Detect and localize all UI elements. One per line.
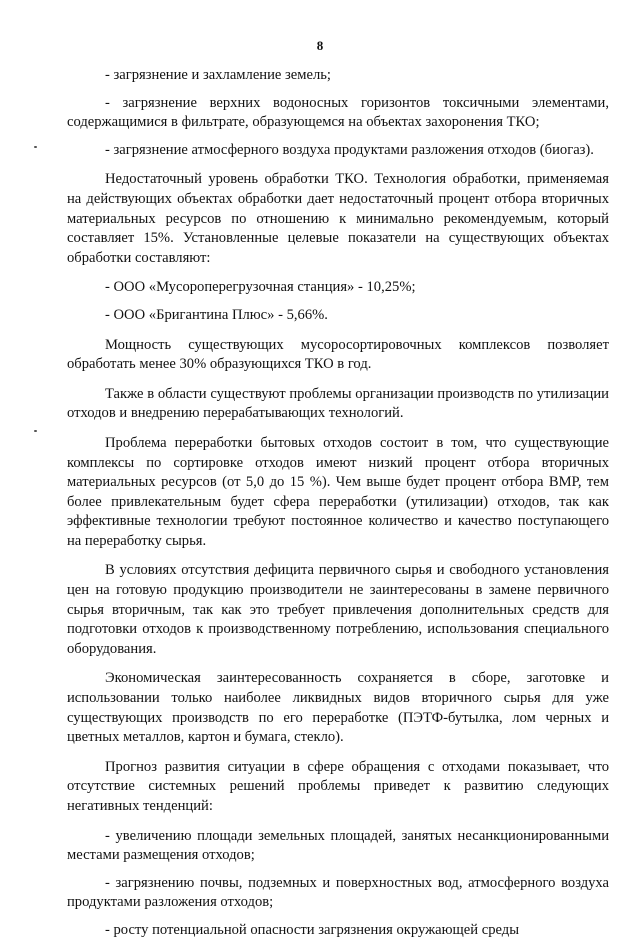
list-item: - ООО «Бригантина Плюс» - 5,66%. bbox=[105, 306, 328, 323]
list-item: - загрязнение и захламление земель; bbox=[105, 67, 331, 83]
paragraph: Мощность существующих мусоросортировочных комплексов позволяет обработать менее 30% образующихся ТКО в год. bbox=[67, 336, 609, 373]
paragraph: Также в области существуют проблемы организации производств по утилизации отходов и внедрению перерабатывающих технологий. bbox=[67, 385, 609, 422]
list-item: - загрязнению почвы, подземных и поверхностных вод, атмосферного воздуха продуктами разложения отходов; bbox=[67, 874, 609, 911]
list-item: - увеличению площади земельных площадей, занятых несанкционированными местами размещения отходов; bbox=[67, 827, 609, 864]
list-item: - ООО «Мусороперегрузочная станция» - 10,25%; bbox=[105, 279, 416, 296]
paragraph: Проблема переработки бытовых отходов состоит в том, что существующие комплексы по сортировке отходов имеют низкий процент отбора вторичных материальных ресурсов (от 5,0 до 15 %). Чем выше будет процент отбора ВМР, тем более привлекательным будет сфера переработки (утилизации) отходов, так как эффективные технологии требуют постоянное количество и качество поступающего на переработку сырья. bbox=[67, 434, 609, 549]
paragraph: Прогноз развития ситуации в сфере обращения с отходами показывает, что отсутствие системных решений проблемы приведет к развитию следующих негативных тенденций: bbox=[67, 758, 609, 814]
list-item: - росту потенциальной опасности загрязнения окружающей среды bbox=[105, 921, 520, 938]
page-number: 8 bbox=[316, 38, 324, 53]
scan-artifact bbox=[34, 430, 37, 432]
document-body bbox=[67, 66, 609, 949]
paragraph: Недостаточный уровень обработки ТКО. Технология обработки, применяемая на действующих объектах обработки дает недостаточный процент отбора вторичных материальных ресурсов по отношению к минимально рекомендуемым, который составляет 15%. Установленные целевые показатели на существующих объектах обработки составляют: bbox=[67, 171, 609, 266]
paragraph: Экономическая заинтересованность сохраняется в сборе, заготовке и использовании только наиболее ликвидных видов вторичного сырья для уже существующих производств по его переработке (ПЭТФ-бутылка, лом черных и цветных металлов, картон и бумага, стекло). bbox=[67, 670, 609, 746]
list-item: - загрязнение верхних водоносных горизонтов токсичными элементами, содержащимися в фильтрате, образующемся на объектах захоронения ТКО; bbox=[67, 94, 609, 131]
scan-artifact bbox=[34, 146, 37, 148]
paragraph: В условиях отсутствия дефицита первичного сырья и свободного установления цен на готовую продукцию производители не заинтересованы в замене первичного сырья вторичным, так как это требует привлечения дополнительных средств для подготовки отходов к производственному потреблению, использования специального оборудования. bbox=[67, 562, 609, 657]
list-item: - загрязнение атмосферного воздуха продуктами разложения отходов (биогаз). bbox=[105, 141, 594, 158]
